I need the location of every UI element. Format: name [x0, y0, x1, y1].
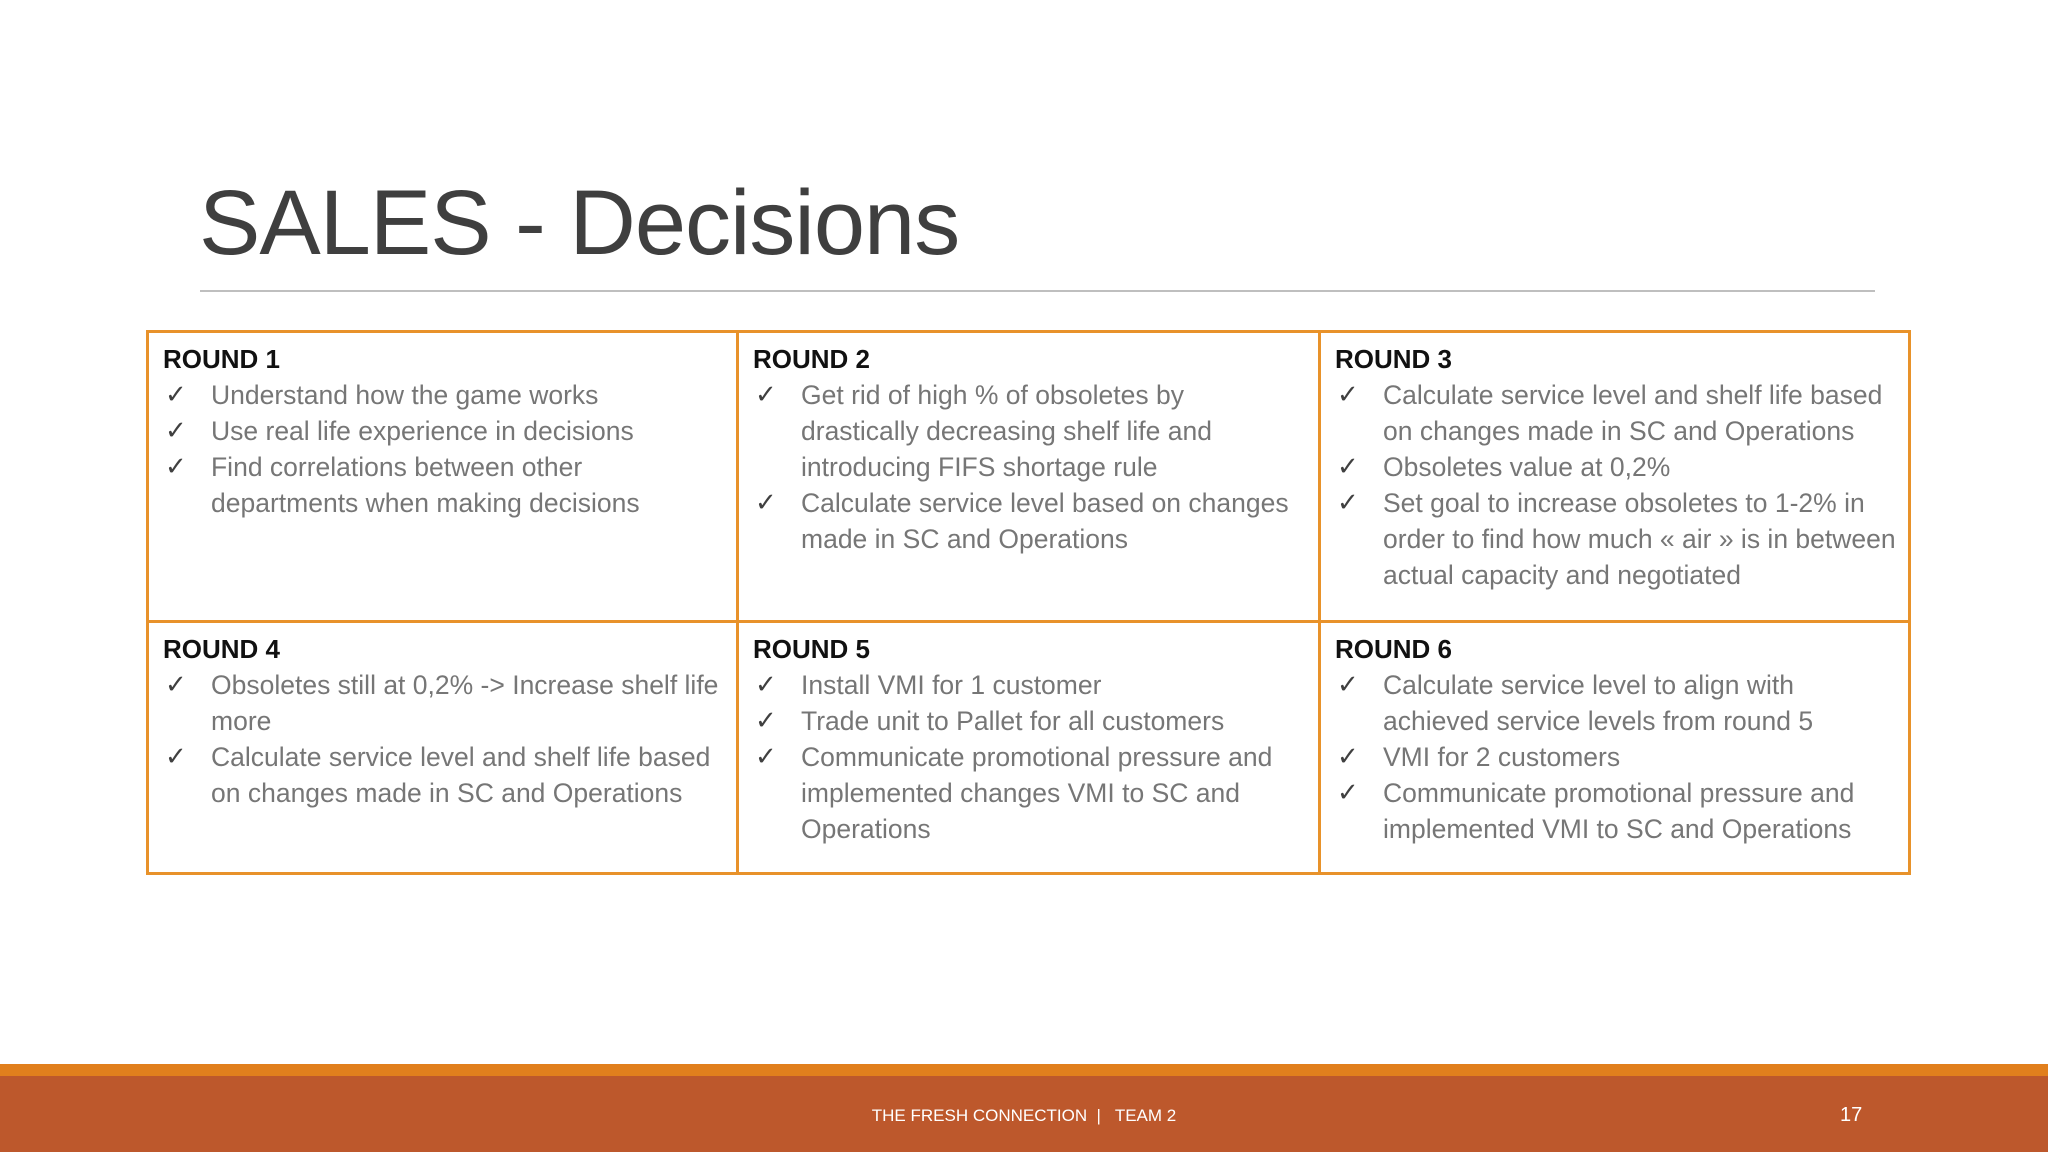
round-list [1335, 377, 1896, 593]
list-item-text: Trade unit to Pallet for all customers [801, 706, 1225, 737]
round-list [753, 667, 1306, 847]
list-item-text: Communicate promotional pressure and implemented changes VMI to SC and Operations [801, 742, 1273, 845]
check-icon: ✓ [165, 380, 187, 410]
round-title: ROUND 2 [753, 344, 871, 374]
list-item-text: VMI for 2 customers [1383, 742, 1621, 773]
list-item-text: Understand how the game works [211, 380, 599, 410]
list-item [163, 667, 724, 739]
list-item [163, 413, 724, 449]
round-title: ROUND 3 [1335, 344, 1453, 374]
round-cell [1320, 622, 1910, 874]
list-item-text: Calculate service level to align with achieved service levels from round 5 [1383, 670, 1814, 737]
list-item [753, 485, 1306, 557]
round-cell [148, 332, 738, 622]
rounds-table [146, 330, 1911, 875]
list-item-text: Obsoletes still at 0,2% -> Increase shelf life more [211, 670, 719, 737]
table-row [148, 622, 1910, 874]
check-icon: ✓ [755, 742, 777, 773]
list-item-text: Obsoletes value at 0,2% [1383, 452, 1671, 482]
slide-title: SALES - Decisions [199, 172, 960, 274]
list-item [1335, 449, 1896, 485]
list-item [753, 377, 1306, 485]
check-icon: ✓ [755, 488, 777, 518]
list-item [1335, 775, 1896, 847]
list-item [753, 667, 1306, 703]
check-icon: ✓ [1337, 452, 1359, 482]
round-title: ROUND 5 [753, 634, 871, 665]
list-item [1335, 485, 1896, 593]
list-item-text: Install VMI for 1 customer [801, 670, 1102, 701]
list-item [163, 449, 724, 521]
check-icon: ✓ [1337, 380, 1359, 410]
round-title: ROUND 4 [163, 634, 281, 665]
list-item-text: Get rid of high % of obsoletes by drastically decreasing shelf life and introducing FIFS shortage rule [801, 380, 1212, 482]
list-item-text: Calculate service level and shelf life based on changes made in SC and Operations [1383, 380, 1883, 446]
table-row [148, 332, 1910, 622]
list-item-text: Find correlations between other departments when making decisions [211, 452, 640, 518]
check-icon: ✓ [1337, 742, 1359, 773]
list-item [1335, 739, 1896, 775]
round-cell [148, 622, 738, 874]
list-item [163, 377, 724, 413]
round-list [753, 377, 1306, 557]
round-list [163, 667, 724, 811]
title-divider [200, 290, 1875, 292]
list-item-text: Calculate service level based on changes made in SC and Operations [801, 488, 1289, 554]
list-item [753, 739, 1306, 847]
list-item-text: Calculate service level and shelf life based on changes made in SC and Operations [211, 742, 711, 809]
list-item-text: Set goal to increase obsoletes to 1-2% in order to find how much « air » is in between actual capacity and negotiated [1383, 488, 1896, 590]
check-icon: ✓ [755, 670, 777, 701]
check-icon: ✓ [165, 452, 187, 482]
list-item [753, 703, 1306, 739]
list-item-text: Use real life experience in decisions [211, 416, 634, 446]
round-title: ROUND 1 [163, 344, 281, 374]
round-cell [738, 332, 1320, 622]
check-icon: ✓ [755, 706, 777, 737]
list-item-text: Communicate promotional pressure and implemented VMI to SC and Operations [1383, 778, 1855, 845]
check-icon: ✓ [1337, 778, 1359, 809]
round-list [1335, 667, 1896, 847]
list-item [1335, 377, 1896, 449]
round-cell [738, 622, 1320, 874]
round-title: ROUND 6 [1335, 634, 1453, 665]
check-icon: ✓ [755, 380, 777, 410]
footer-text: THE FRESH CONNECTION | TEAM 2 [871, 1106, 1177, 1125]
round-cell [1320, 332, 1910, 622]
list-item [1335, 667, 1896, 739]
check-icon: ✓ [1337, 488, 1359, 518]
check-icon: ✓ [165, 416, 187, 446]
round-list [163, 377, 724, 521]
slide-number: 17 [1840, 1104, 1863, 1126]
list-item [163, 739, 724, 811]
check-icon: ✓ [1337, 670, 1359, 701]
check-icon: ✓ [165, 742, 187, 773]
footer-accent-stripe [0, 1064, 2048, 1076]
check-icon: ✓ [165, 670, 187, 701]
